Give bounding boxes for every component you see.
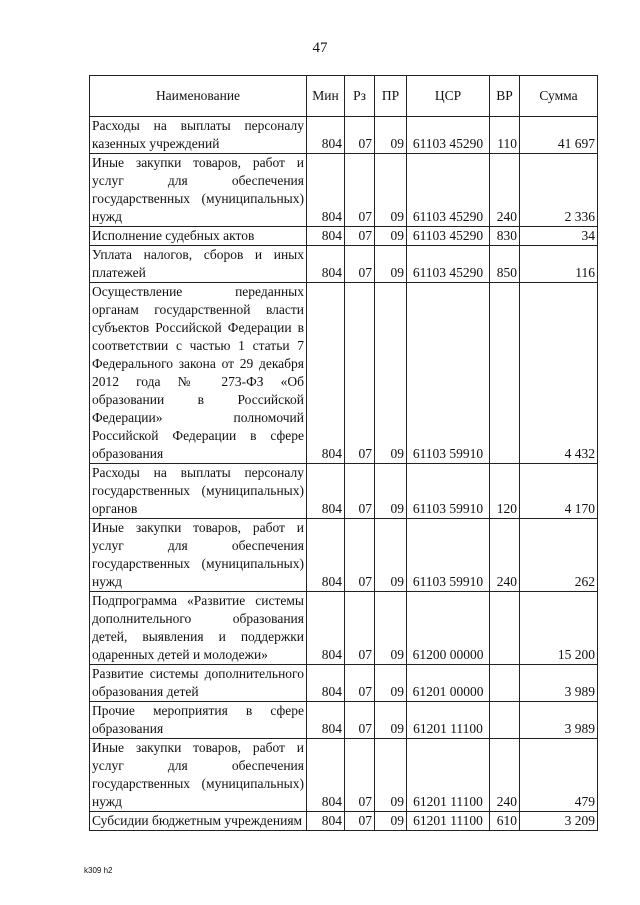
table-row — [90, 519, 598, 592]
row-min: 804 — [307, 739, 345, 812]
row-rz: 07 — [345, 283, 375, 464]
table-row — [90, 117, 598, 154]
header-pr: ПР — [375, 76, 407, 117]
row-rz: 07 — [345, 702, 375, 739]
row-name: Иные закупки товаров, работ и услуг для обеспечения государственных (муниципальных) нужд — [90, 739, 307, 812]
row-min: 804 — [307, 117, 345, 154]
header-name: Наименование — [90, 76, 307, 117]
row-min: 804 — [307, 246, 345, 283]
header-csr: ЦСР — [407, 76, 490, 117]
header-vr: ВР — [490, 76, 520, 117]
row-sum: 4 432 — [520, 283, 598, 464]
row-rz: 07 — [345, 812, 375, 831]
row-name: Прочие мероприятия в сфере образования — [90, 702, 307, 739]
row-vr: 120 — [490, 464, 520, 519]
row-vr: 850 — [490, 246, 520, 283]
row-csr: 61103 45290 — [407, 246, 490, 283]
table-row — [90, 246, 598, 283]
row-csr: 61201 11100 — [407, 739, 490, 812]
row-min: 804 — [307, 812, 345, 831]
row-name: Субсидии бюджетным учреждениям — [90, 812, 307, 831]
row-vr: 240 — [490, 154, 520, 227]
row-vr: 240 — [490, 519, 520, 592]
row-name: Иные закупки товаров, работ и услуг для обеспечения государственных (муниципальных) нужд — [90, 519, 307, 592]
row-sum: 3 209 — [520, 812, 598, 831]
row-min: 804 — [307, 154, 345, 227]
row-pr: 09 — [375, 154, 407, 227]
row-pr: 09 — [375, 283, 407, 464]
row-rz: 07 — [345, 464, 375, 519]
row-name: Уплата налогов, сборов и иных платежей — [90, 246, 307, 283]
table-row — [90, 227, 598, 246]
row-vr — [490, 702, 520, 739]
table-row — [90, 464, 598, 519]
row-rz: 07 — [345, 117, 375, 154]
table-row — [90, 665, 598, 702]
row-name: Расходы на выплаты персоналу казенных учреждений — [90, 117, 307, 154]
row-rz: 07 — [345, 246, 375, 283]
row-vr: 240 — [490, 739, 520, 812]
page-number: 47 — [312, 40, 328, 56]
table-row — [90, 283, 598, 464]
row-pr: 09 — [375, 519, 407, 592]
header-sum: Сумма — [520, 76, 598, 117]
row-sum: 3 989 — [520, 702, 598, 739]
row-name: Исполнение судебных актов — [90, 227, 307, 246]
header-row — [90, 76, 598, 117]
row-sum: 262 — [520, 519, 598, 592]
row-sum: 116 — [520, 246, 598, 283]
row-name: Развитие системы дополнительного образования детей — [90, 665, 307, 702]
row-sum: 2 336 — [520, 154, 598, 227]
row-csr: 61200 00000 — [407, 592, 490, 665]
row-csr: 61103 45290 — [407, 117, 490, 154]
row-csr: 61103 45290 — [407, 227, 490, 246]
row-rz: 07 — [345, 739, 375, 812]
row-sum: 4 170 — [520, 464, 598, 519]
row-pr: 09 — [375, 812, 407, 831]
row-vr — [490, 592, 520, 665]
row-sum: 479 — [520, 739, 598, 812]
row-pr: 09 — [375, 117, 407, 154]
row-pr: 09 — [375, 702, 407, 739]
row-rz: 07 — [345, 519, 375, 592]
row-sum: 34 — [520, 227, 598, 246]
row-pr: 09 — [375, 464, 407, 519]
row-min: 804 — [307, 519, 345, 592]
row-csr: 61103 45290 — [407, 154, 490, 227]
table-row — [90, 812, 598, 831]
row-csr: 61103 59910 — [407, 519, 490, 592]
row-rz: 07 — [345, 154, 375, 227]
row-min: 804 — [307, 592, 345, 665]
row-min: 804 — [307, 227, 345, 246]
row-name: Осуществление переданных органам государственной власти субъектов Российской Федерации в соответствии с частью 1 статьи 7 Федерального закона от 29 декабря 2012 года № 273-ФЗ «Об образовании в Российской Федерации» полномочий Российской Федерации в сфере образования — [90, 283, 307, 464]
row-csr: 61201 00000 — [407, 665, 490, 702]
row-name: Расходы на выплаты персоналу государственных (муниципальных) органов — [90, 464, 307, 519]
row-vr — [490, 665, 520, 702]
row-pr: 09 — [375, 246, 407, 283]
row-vr: 110 — [490, 117, 520, 154]
row-min: 804 — [307, 665, 345, 702]
row-vr: 830 — [490, 227, 520, 246]
row-pr: 09 — [375, 592, 407, 665]
header-rz: Рз — [345, 76, 375, 117]
row-sum: 15 200 — [520, 592, 598, 665]
row-min: 804 — [307, 283, 345, 464]
row-name: Подпрограмма «Развитие системы дополнительного образования детей, выявления и поддержки одаренных детей и молодежи» — [90, 592, 307, 665]
row-min: 804 — [307, 702, 345, 739]
row-min: 804 — [307, 464, 345, 519]
footer-code: k309 h2 — [84, 866, 113, 875]
row-csr: 61103 59910 — [407, 283, 490, 464]
row-vr — [490, 283, 520, 464]
row-pr: 09 — [375, 227, 407, 246]
row-rz: 07 — [345, 665, 375, 702]
table-row — [90, 592, 598, 665]
row-sum: 41 697 — [520, 117, 598, 154]
row-rz: 07 — [345, 227, 375, 246]
row-vr: 610 — [490, 812, 520, 831]
row-rz: 07 — [345, 592, 375, 665]
row-csr: 61201 11100 — [407, 702, 490, 739]
table-row — [90, 739, 598, 812]
row-sum: 3 989 — [520, 665, 598, 702]
table-row — [90, 154, 598, 227]
budget-table — [89, 75, 598, 831]
header-min: Мин — [307, 76, 345, 117]
row-csr: 61201 11100 — [407, 812, 490, 831]
row-csr: 61103 59910 — [407, 464, 490, 519]
row-name: Иные закупки товаров, работ и услуг для обеспечения государственных (муниципальных) нужд — [90, 154, 307, 227]
row-pr: 09 — [375, 665, 407, 702]
table-row — [90, 702, 598, 739]
row-pr: 09 — [375, 739, 407, 812]
